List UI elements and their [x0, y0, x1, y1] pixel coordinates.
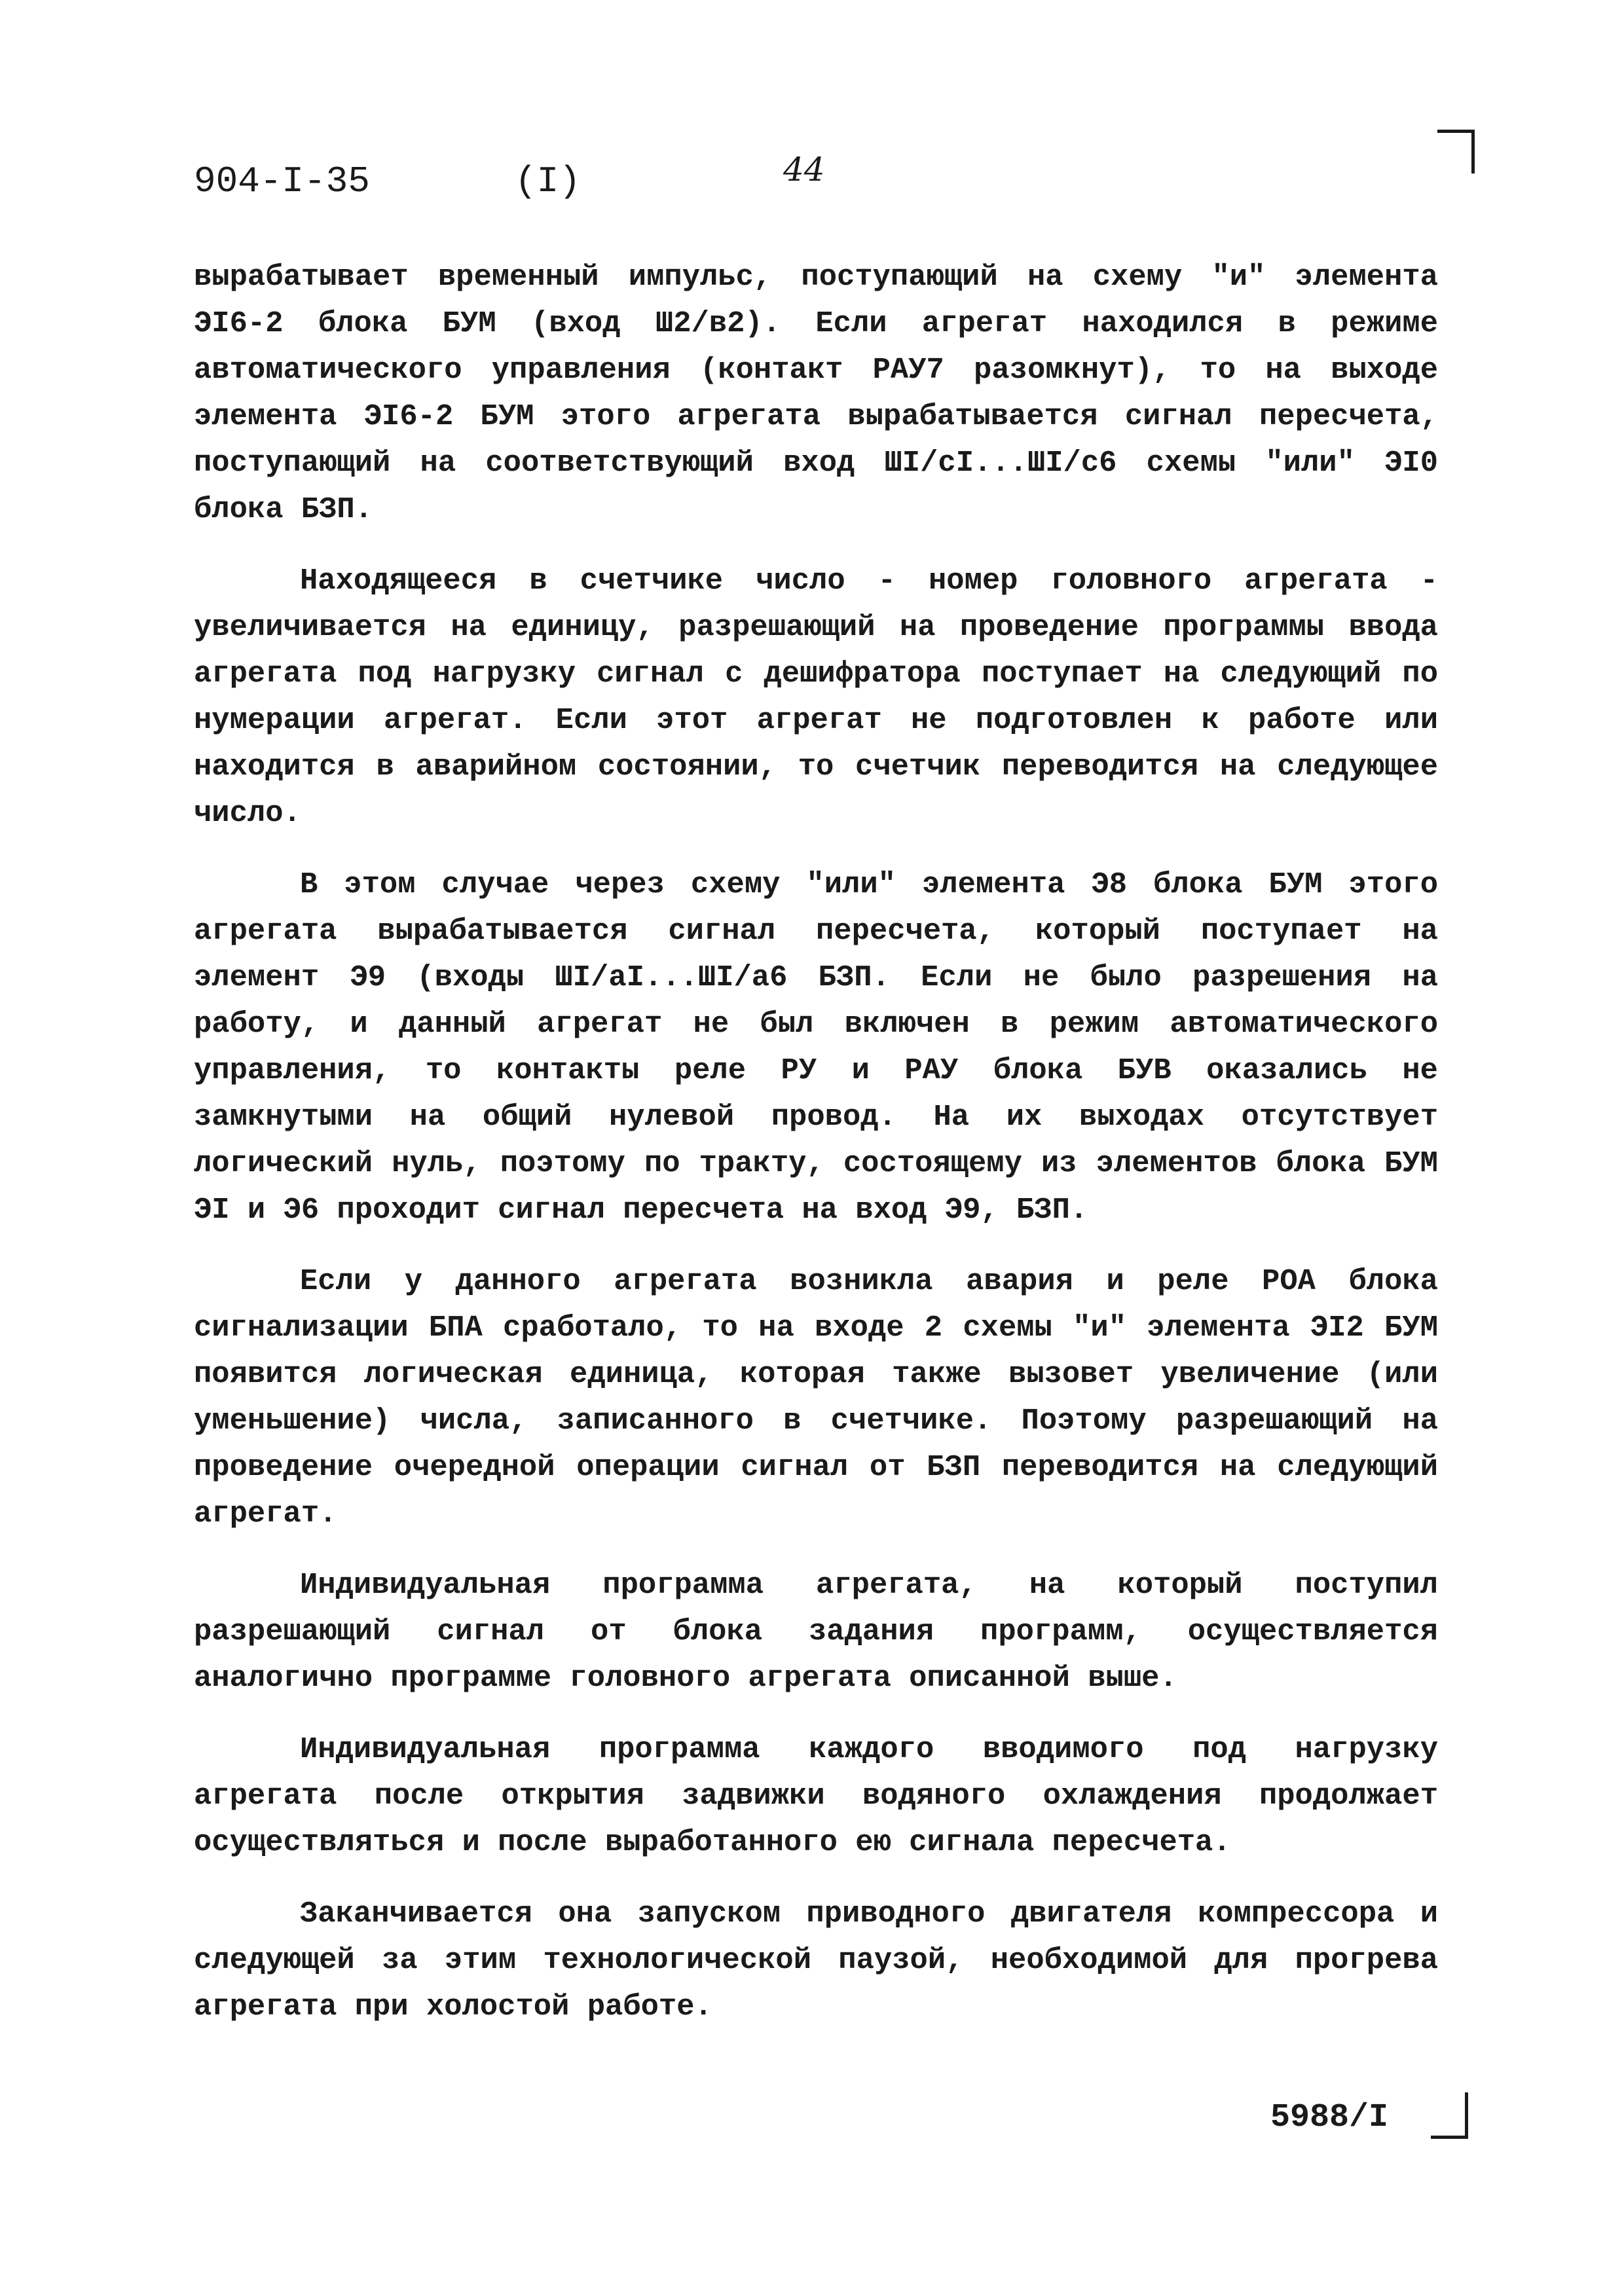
page-footer [1270, 2088, 1480, 2147]
corner-mark-top-right [1437, 130, 1475, 173]
paragraph-1: вырабатывает временный импульс, поступающий на схему "и" элемента ЭI6-2 блока БУМ (вход Ш2/в2). Если агрегат находился в режиме автоматического управления (контакт РАУ7 разомкнут), то на выходе элемента ЭI6-2 БУМ этого агрегата вырабатывается сигнал пересчета, поступающий на соответствующий вход ШI/cI...ШI/c6 схемы "или" ЭI0 блока БЗП. [194, 260, 1438, 526]
page-header [194, 152, 1438, 211]
handwritten-page-number: 44 [783, 151, 825, 189]
section-number: (I) [515, 160, 581, 202]
paragraph-6: Индивидуальная программа каждого вводимого под нагрузку агрегата после открытия задвижки водяного охлаждения продолжает осуществляться и после выработанного ею сигнала пересчета. [194, 1732, 1438, 1859]
paragraph-4: Если у данного агрегата возникла авария и реле РОА блока сигнализации БПА сработало, то на входе 2 схемы "и" элемента ЭI2 БУМ появится логическая единица, которая также вызовет увеличение (или уменьшение) числа, записанного в счетчике. Поэтому разрешающий на проведение очередной операции сигнал от БЗП переводится на следующий агрегат. [194, 1264, 1438, 1531]
paragraph-5: Индивидуальная программа агрегата, на который поступил разрешающий сигнал от блока задания программ, осуществляется аналогично программе головного агрегата описанной выше. [194, 1568, 1438, 1695]
paragraph-7: Заканчивается она запуском приводного двигателя компрессора и следующей за этим технологической паузой, необходимой для прогрева агрегата при холостой работе. [194, 1897, 1438, 2024]
paragraph-2: Находящееся в счетчике число - номер головного агрегата - увеличивается на единицу, разрешающий на проведение программы ввода агрегата под нагрузку сигнал с дешифратора поступает на следующий по нумерации агрегат. Если этот агрегат не подготовлен к работе или находится в аварийном состоянии, то счетчик переводится на следующее число. [194, 564, 1438, 830]
document-code: 904-I-35 [194, 160, 370, 202]
paragraph-3: В этом случае через схему "или" элемента Э8 блока БУМ этого агрегата вырабатывается сигнал пересчета, который поступает на элемент Э9 (входы ШI/aI...ШI/a6 БЗП. Если не было разрешения на работу, и данный агрегат не был включен в режим автоматического управления, то контакты реле РУ и РАУ блока БУВ оказались не замкнутыми на общий нулевой провод. На их выходах отсутствует логический нуль, поэтому по тракту, состоящему из элементов блока БУМ ЭI и Э6 проходит сигнал пересчета на вход Э9, БЗП. [194, 867, 1438, 1227]
corner-mark-bottom-right [1431, 2092, 1468, 2139]
body-text [194, 254, 1438, 2055]
archive-number: 5988/I [1270, 2099, 1389, 2136]
